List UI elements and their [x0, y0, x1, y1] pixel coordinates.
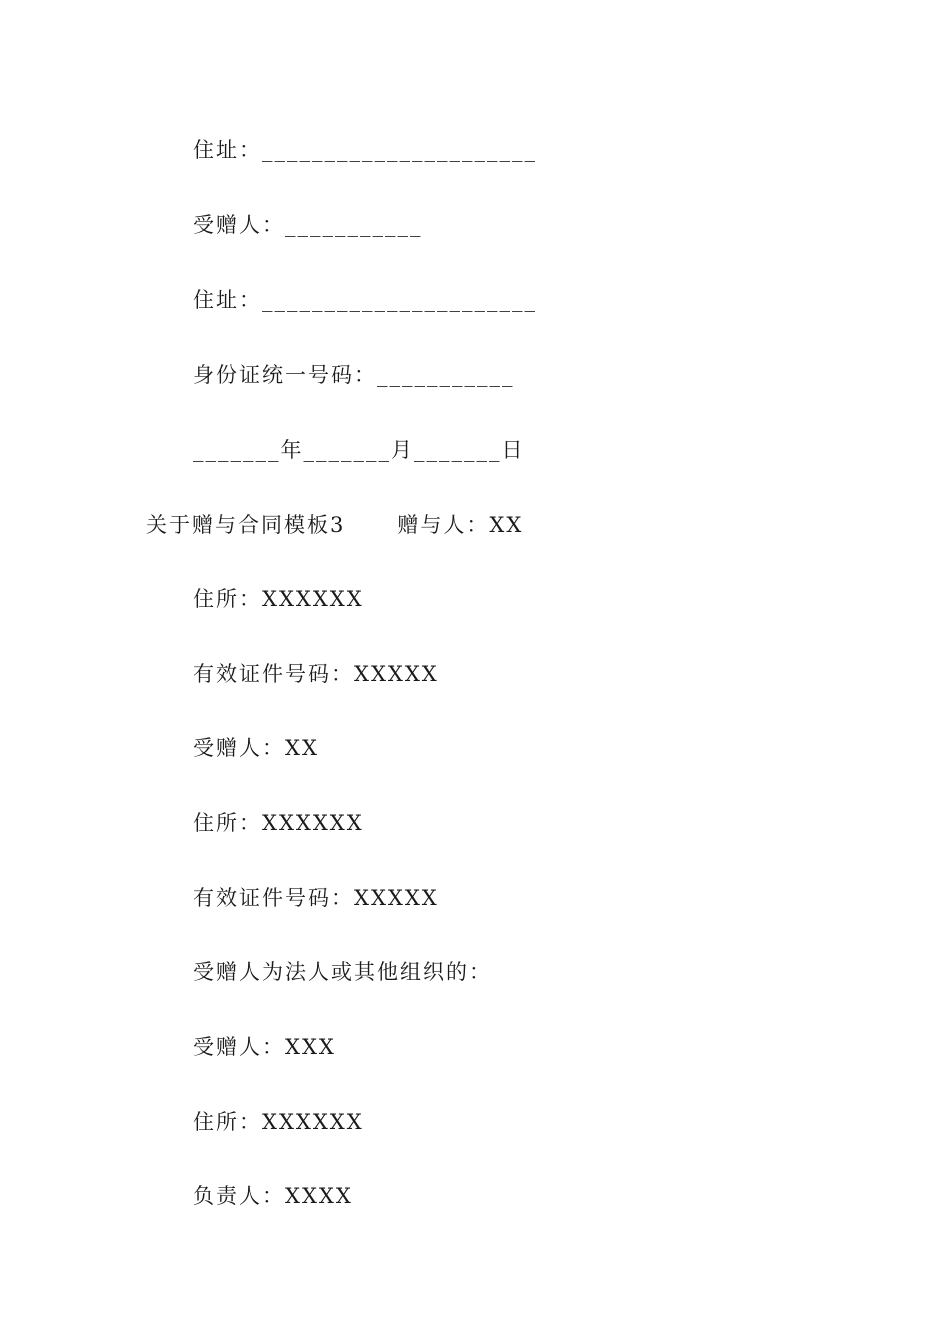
donor-id-line: 有效证件号码：XXXXX: [193, 662, 439, 686]
donee-line: 受赠人：___________: [193, 213, 423, 237]
donee-residence-line: 住所：XXXXXX: [193, 811, 364, 835]
date-line: _______年_______月_______日: [193, 438, 525, 462]
entity-residence-line: 住所：XXXXXX: [193, 1110, 364, 1134]
id-number-line: 身份证统一号码：___________: [193, 363, 515, 387]
template-title-line: 关于赠与合同模板3 赠与人：XX: [146, 513, 524, 537]
entity-donee-line: 受赠人：XXX: [193, 1035, 336, 1059]
donee-name-line: 受赠人：XX: [193, 736, 319, 760]
donor-residence-line: 住所：XXXXXX: [193, 587, 364, 611]
legal-entity-note-line: 受赠人为法人或其他组织的：: [193, 960, 492, 984]
donee-id-line: 有效证件号码：XXXXX: [193, 886, 439, 910]
responsible-person-line: 负责人：XXXX: [193, 1184, 353, 1208]
donee-address-line: 住址：______________________: [193, 288, 537, 312]
donor-address-line: 住址：______________________: [193, 138, 537, 162]
